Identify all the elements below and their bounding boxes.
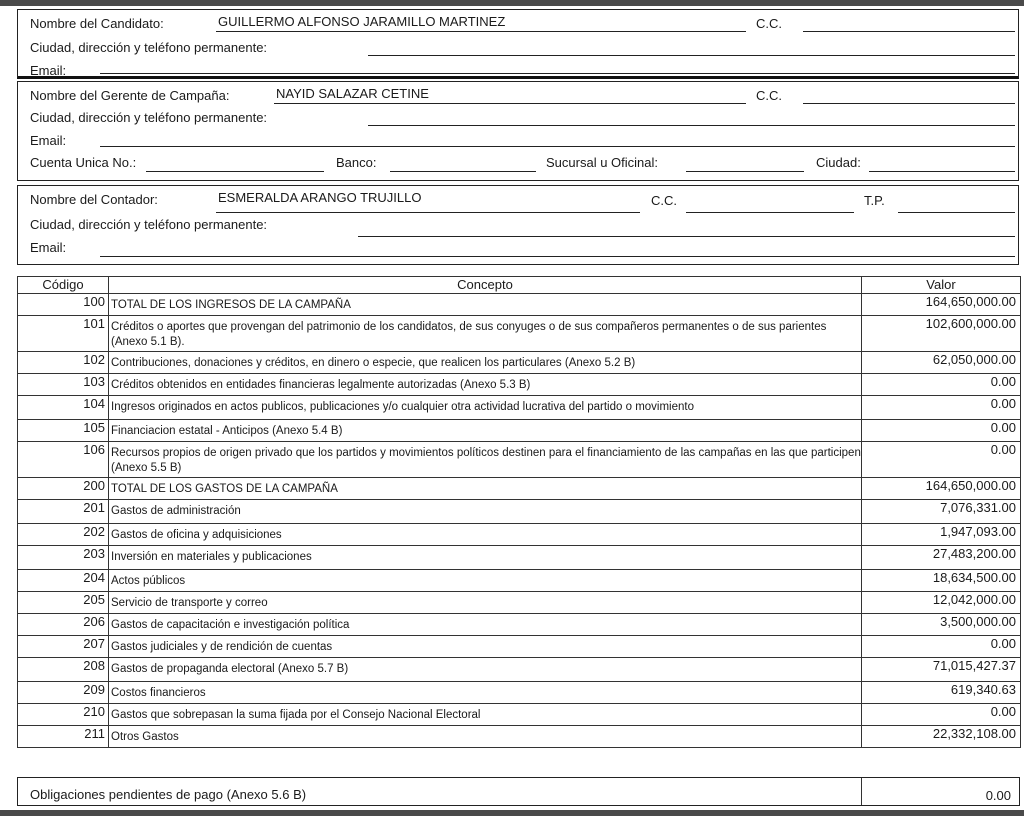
row-value: 62,050,000.00 [862,352,1021,374]
accountant-address-label: Ciudad, dirección y teléfono permanente: [30,217,268,232]
manager-city-label: Ciudad: [816,155,861,170]
row-concept: Créditos o aportes que provengan del patrimonio de los candidatos, de sus conyuges o de sus compañeros permanentes o de sus parientes (Anexo 5.1 B). [109,316,862,352]
row-code: 211 [18,726,109,748]
candidate-email-label: Email: [30,63,67,78]
candidate-cc-label: C.C. [756,16,782,31]
row-code: 208 [18,658,109,682]
table-row [18,500,1021,524]
table-row [18,524,1021,546]
manager-branch-line [686,171,804,172]
accountant-tp-line [898,212,1015,213]
row-value: 0.00 [862,396,1021,420]
candidate-address-line [368,55,1015,56]
accountant-cc-label: C.C. [651,193,677,208]
header-concept: Concepto [109,277,862,294]
row-value: 0.00 [862,704,1021,726]
row-code: 201 [18,500,109,524]
row-value: 0.00 [862,636,1021,658]
row-concept: Créditos obtenidos en entidades financieras legalmente autorizadas (Anexo 5.3 B) [109,374,862,396]
accountant-name-value: ESMERALDA ARANGO TRUJILLO [218,190,422,205]
row-concept: Ingresos originados en actos publicos, publicaciones y/o cualquier otra actividad lucrativa del partido o movimiento [109,396,862,420]
income-expense-table [17,276,1021,748]
row-code: 100 [18,294,109,316]
table-row [18,658,1021,682]
table-row [18,316,1021,352]
row-concept: Actos públicos [109,570,862,592]
manager-name-label: Nombre del Gerente de Campaña: [30,88,230,103]
row-concept: Gastos de capacitación e investigación política [109,614,862,636]
row-code: 103 [18,374,109,396]
accountant-name-label: Nombre del Contador: [30,192,158,207]
row-code: 200 [18,478,109,500]
row-concept: TOTAL DE LOS GASTOS DE LA CAMPAÑA [109,478,862,500]
candidate-cc-line [803,31,1015,32]
table-row [18,352,1021,374]
table-row [18,614,1021,636]
row-concept: Costos financieros [109,682,862,704]
manager-email-label: Email: [30,133,67,148]
pending-obligations-value: 0.00 [985,788,1011,803]
table-row [18,374,1021,396]
row-concept: Recursos propios de origen privado que los partidos y movimientos políticos destinen para el financiamiento de las campañas en las que participen (Anexo 5.5 B) [109,442,862,478]
bottom-border [0,810,1024,816]
row-concept: Gastos judiciales y de rendición de cuentas [109,636,862,658]
pending-obligations-section [17,777,1020,806]
row-concept: Gastos que sobrepasan la suma fijada por el Consejo Nacional Electoral [109,704,862,726]
row-value: 1,947,093.00 [862,524,1021,546]
accountant-email-line [100,256,1015,257]
pending-obligations-label: Obligaciones pendientes de pago (Anexo 5.6 B) [30,787,307,802]
row-value: 18,634,500.00 [862,570,1021,592]
candidate-name-line [216,31,746,32]
row-concept: Inversión en materiales y publicaciones [109,546,862,570]
row-value: 3,500,000.00 [862,614,1021,636]
row-code: 106 [18,442,109,478]
row-code: 101 [18,316,109,352]
row-concept: Gastos de oficina y adquisiciones [109,524,862,546]
row-concept: Otros Gastos [109,726,862,748]
table-row [18,682,1021,704]
manager-city-line [869,171,1015,172]
candidate-name-value: GUILLERMO ALFONSO JARAMILLO MARTINEZ [218,14,506,29]
row-concept: Gastos de administración [109,500,862,524]
row-code: 204 [18,570,109,592]
manager-bank-label: Banco: [336,155,377,170]
accountant-name-line [216,212,640,213]
row-value: 164,650,000.00 [862,478,1021,500]
table-row [18,442,1021,478]
row-code: 104 [18,396,109,420]
accountant-email-label: Email: [30,240,67,255]
header-code: Código [18,277,109,294]
manager-email-line [100,146,1015,147]
manager-section [17,81,1019,181]
table-row [18,294,1021,316]
row-code: 209 [18,682,109,704]
manager-address-label: Ciudad, dirección y teléfono permanente: [30,110,268,125]
row-concept: Contribuciones, donaciones y créditos, en dinero o especie, que realicen los particulares (Anexo 5.2 B) [109,352,862,374]
row-code: 105 [18,420,109,442]
row-concept: Servicio de transporte y correo [109,592,862,614]
row-value: 12,042,000.00 [862,592,1021,614]
manager-account-label: Cuenta Unica No.: [30,155,137,170]
table-row [18,592,1021,614]
row-value: 0.00 [862,374,1021,396]
row-value: 619,340.63 [862,682,1021,704]
table-row [18,570,1021,592]
accountant-section [17,185,1019,265]
row-code: 210 [18,704,109,726]
row-concept: TOTAL DE LOS INGRESOS DE LA CAMPAÑA [109,294,862,316]
row-concept: Gastos de propaganda electoral (Anexo 5.7 B) [109,658,862,682]
accountant-cc-line [686,212,854,213]
row-code: 102 [18,352,109,374]
row-value: 71,015,427.37 [862,658,1021,682]
table-header-row [18,277,1021,294]
table-row [18,420,1021,442]
row-code: 202 [18,524,109,546]
manager-address-line [368,125,1015,126]
row-code: 203 [18,546,109,570]
header-value: Valor [862,277,1021,294]
manager-cc-label: C.C. [756,88,782,103]
row-code: 206 [18,614,109,636]
manager-name-value: NAYID SALAZAR CETINE [276,86,429,101]
row-concept: Financiacion estatal - Anticipos (Anexo 5.4 B) [109,420,862,442]
row-value: 0.00 [862,420,1021,442]
table-row [18,726,1021,748]
pending-divider [861,778,862,805]
manager-account-line [146,171,324,172]
manager-cc-line [803,103,1015,104]
table-row [18,396,1021,420]
top-border [0,0,1024,6]
table-row [18,636,1021,658]
row-value: 164,650,000.00 [862,294,1021,316]
row-value: 0.00 [862,442,1021,478]
candidate-section [17,9,1019,79]
row-value: 102,600,000.00 [862,316,1021,352]
manager-name-line [274,103,746,104]
row-value: 7,076,331.00 [862,500,1021,524]
table-row [18,704,1021,726]
accountant-tp-label: T.P. [864,193,885,208]
row-value: 22,332,108.00 [862,726,1021,748]
candidate-email-line [100,73,1015,74]
manager-bank-line [390,171,536,172]
table-row [18,478,1021,500]
accountant-address-line [358,236,1015,237]
row-code: 207 [18,636,109,658]
table-row [18,546,1021,570]
candidate-address-label: Ciudad, dirección y teléfono permanente: [30,40,268,55]
row-code: 205 [18,592,109,614]
candidate-name-label: Nombre del Candidato: [30,16,164,31]
row-value: 27,483,200.00 [862,546,1021,570]
manager-branch-label: Sucursal u Oficinal: [546,155,658,170]
